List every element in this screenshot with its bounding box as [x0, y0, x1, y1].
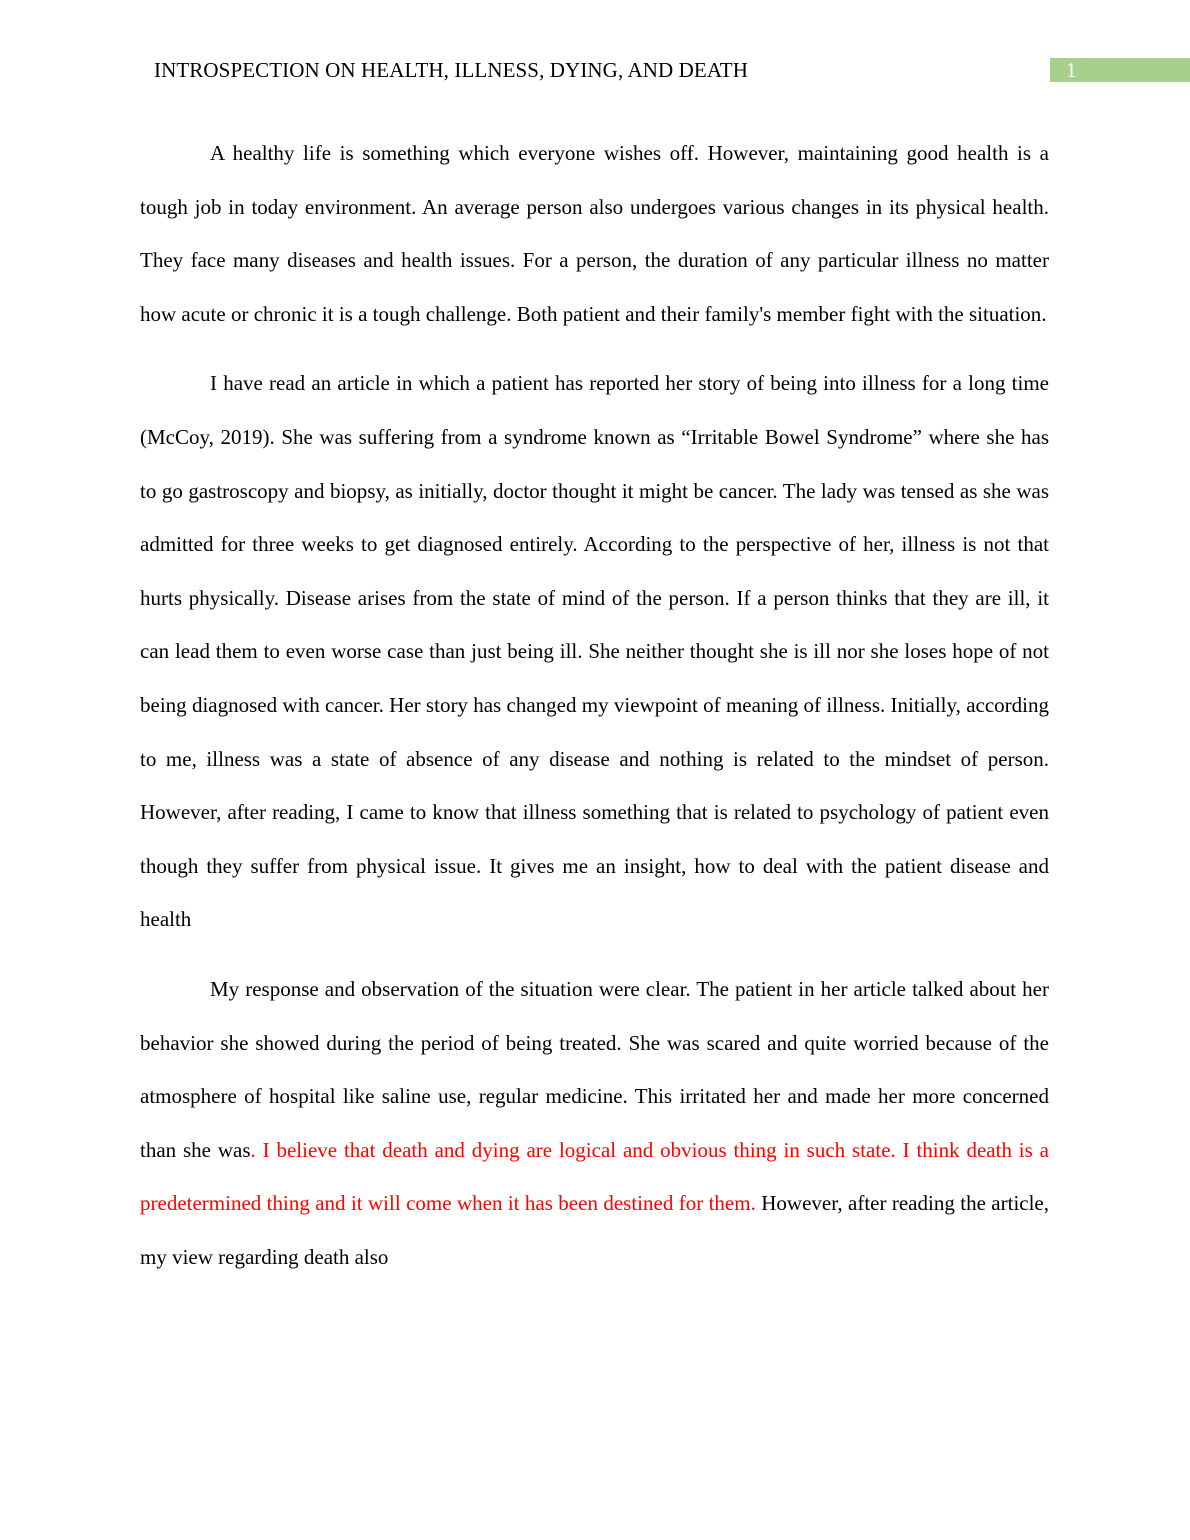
paragraph-3-part-2: However, after reading the article, my view regarding death also [140, 1191, 1050, 1269]
page-number: 1 [1066, 58, 1077, 82]
paragraph-3-highlighted-text: . I believe that death and dying are logical and obvious thing in such state. I think death is a predetermined thing and it will come when it has been destined for them. [140, 1137, 1049, 1216]
paragraph-2: I have read an article in which a patient has reported her story of being into illness for a long time (McCoy, 2019). She was suffering from a syndrome known as “Irritable Bowel Syndrome” where she has to go gastroscopy and biopsy, as initially, doctor thought it might be cancer. The lady was tensed as she was admitted for three weeks to get diagnosed entirely. According to the perspective of her, illness is not that hurts physically. Disease arises from the state of mind of the person. If a person thinks that they are ill, it can lead them to even worse case than just being ill. She neither thought she is ill nor she loses hope of not being diagnosed with cancer. Her story has changed my viewpoint of meaning of illness. Initially, according to me, illness was a state of absence of any disease and nothing is related to the mindset of person. However, after reading, I came to know that illness something that is related to psychology of patient even though they suffer from physical issue. It gives me an insight, how to deal with the patient disease and health [140, 371, 1049, 932]
running-head-title: INTROSPECTION ON HEALTH, ILLNESS, DYING, AND DEATH [154, 58, 748, 82]
paragraph-1: A healthy life is something which everyone wishes off. However, maintaining good health is a tough job in today environment. An average person also undergoes various changes in its physical health. They face many diseases and health issues. For a person, the duration of any particular illness no matter how acute or chronic it is a tough challenge. Both patient and their family's member fight with the situation. [140, 141, 1049, 326]
page-header [0, 56, 1190, 84]
document-body [140, 127, 1049, 1300]
page-number-box [1050, 58, 1190, 82]
paragraph-3 [140, 963, 1049, 1285]
paragraph-3-part-1: My response and observation of the situation were clear. The patient in her article talked about her behavior she showed during the period of being treated. She was scared and quite worried because of the atmosphere of hospital like saline use, regular medicine. This irritated her and made her more concerned than she was [140, 976, 1049, 1162]
